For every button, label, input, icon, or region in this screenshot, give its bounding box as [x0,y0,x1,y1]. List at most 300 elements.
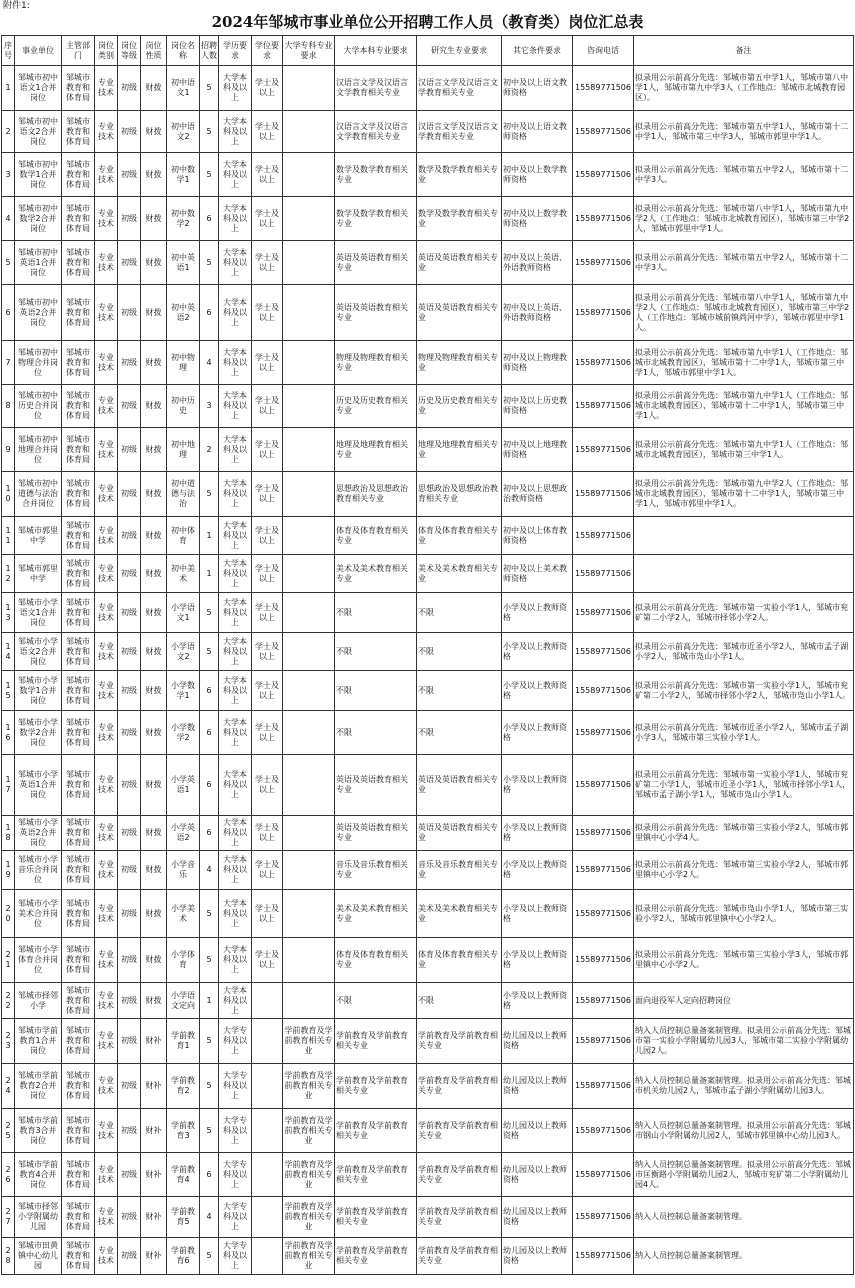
category-cell: 专业技术 [95,1019,118,1064]
major-bk-cell: 数学及数学教育相关专业 [335,197,417,241]
education-cell: 大学本科及以上 [219,285,252,341]
category-cell: 专业技术 [95,851,118,890]
major-bk-cell: 学前教育及学前教育相关专业 [335,1064,417,1109]
grade-cell: 初级 [118,385,141,428]
phone-cell: 15589771506 [573,285,634,341]
major-yjs-cell: 学前教育及学前教育相关专业 [417,1019,502,1064]
education-cell: 大学本科及以上 [219,428,252,472]
unit-cell: 邹城市郭里中学 [15,555,62,593]
unit-cell: 邹城市学前教育1合并岗位 [15,1019,62,1064]
major-yjs-cell: 思想政治及思想政治教育相关专业 [417,472,502,517]
grade-cell: 初级 [118,241,141,285]
nature-cell: 财拨 [141,66,167,111]
unit-cell: 邹城市小学语文1合并岗位 [15,593,62,633]
note-cell: 拟录用公示前高分先选：邹城市第九中学1人（工作地点：邹城市北城教育园区），邹城市第三中学1人。 [634,428,854,472]
education-cell: 大学本科及以上 [219,153,252,197]
table-row [2,285,854,341]
dept-cell: 邹城市教育和体育局 [62,341,95,385]
major-bk-cell: 英语及英语教育相关专业 [335,285,417,341]
count-cell: 5 [200,472,219,517]
nature-cell: 财拨 [141,816,167,851]
degree-cell: 学士及以上 [252,755,283,816]
degree-cell: 学士及以上 [252,111,283,153]
dept-cell: 邹城市教育和体育局 [62,1238,95,1275]
seq-cell: 27 [2,1197,15,1238]
count-cell: 6 [200,285,219,341]
count-cell: 4 [200,1197,219,1238]
phone-cell: 15589771506 [573,755,634,816]
note-cell: 拟录用公示前高分先选：邹城市第三实验小学3人，邹城市郭里镇中心小学2人。 [634,938,854,983]
education-cell: 大学本科及以上 [219,111,252,153]
unit-cell: 邹城市学前教育2合并岗位 [15,1064,62,1109]
unit-cell: 邹城市小学英语2合并岗位 [15,816,62,851]
phone-cell: 15589771506 [573,1019,634,1064]
positions-table [1,35,854,1275]
note-cell: 纳入人员控制总量备案制管理。拟录用公示前高分先选：邹城市匡衡路小学附属幼儿园2人，邹城市兖矿第二小学附属幼儿园4人。 [634,1153,854,1197]
major-bk-cell: 汉语言文学及汉语言文学教育相关专业 [335,111,417,153]
major-yjs-cell: 数学及数学教育相关专业 [417,197,502,241]
column-header: 岗位等级 [118,36,141,66]
note-cell: 拟录用公示前高分先选：邹城市第九中学1人（工作地点：邹城市北城教育园区），邹城市第十二中学1人，邹城市第三中学1人，邹城市郭里中学1人。 [634,341,854,385]
phone-cell: 15589771506 [573,428,634,472]
grade-cell: 初级 [118,1019,141,1064]
education-cell: 大学本科及以上 [219,385,252,428]
dept-cell: 邹城市教育和体育局 [62,472,95,517]
nature-cell: 财补 [141,1238,167,1275]
major-bk-cell: 不限 [335,711,417,755]
seq-cell: 5 [2,241,15,285]
other-req-cell: 小学及以上教师资格 [502,851,573,890]
nature-cell: 财补 [141,1197,167,1238]
major-zk-cell: 学前教育及学前教育相关专业 [283,1238,335,1275]
nature-cell: 财拨 [141,285,167,341]
education-cell: 大学本科及以上 [219,341,252,385]
major-yjs-cell: 学前教育及学前教育相关专业 [417,1109,502,1153]
table-row [2,111,854,153]
post-cell: 初中道德与法治 [167,472,200,517]
nature-cell: 财拨 [141,851,167,890]
category-cell: 专业技术 [95,983,118,1019]
nature-cell: 财拨 [141,633,167,671]
phone-cell: 15589771506 [573,816,634,851]
grade-cell: 初级 [118,633,141,671]
seq-cell: 28 [2,1238,15,1275]
table-header [2,36,854,66]
table-row [2,851,854,890]
major-zk-cell [283,633,335,671]
unit-cell: 邹城市初中物理合并岗位 [15,341,62,385]
category-cell: 专业技术 [95,341,118,385]
other-req-cell: 初中及以上思想政治教师资格 [502,472,573,517]
degree-cell: 学士及以上 [252,555,283,593]
grade-cell: 初级 [118,66,141,111]
count-cell: 5 [200,633,219,671]
table-row [2,938,854,983]
grade-cell: 初级 [118,153,141,197]
post-cell: 学前教育4 [167,1153,200,1197]
column-header: 学位要求 [252,36,283,66]
grade-cell: 初级 [118,851,141,890]
degree-cell: 学士及以上 [252,593,283,633]
other-req-cell: 幼儿园及以上教师资格 [502,1064,573,1109]
grade-cell: 初级 [118,983,141,1019]
column-header: 岗位性质 [141,36,167,66]
education-cell: 大学专科及以上 [219,1153,252,1197]
seq-cell: 6 [2,285,15,341]
nature-cell: 财拨 [141,241,167,285]
column-header: 序号 [2,36,15,66]
phone-cell: 15589771506 [573,983,634,1019]
major-bk-cell: 体育及体育教育相关专业 [335,517,417,555]
unit-cell: 邹城市初中语文1合并岗位 [15,66,62,111]
nature-cell: 财拨 [141,593,167,633]
seq-cell: 4 [2,197,15,241]
seq-cell: 9 [2,428,15,472]
major-bk-cell: 英语及英语教育相关专业 [335,755,417,816]
degree-cell: 学士及以上 [252,711,283,755]
major-yjs-cell: 美术及美术教育相关专业 [417,890,502,938]
note-cell: 拟录用公示前高分先选：邹城市第五中学1人，邹城市第十二中学1人，邹城市第三中学3人，邹城市郭里中学1人。 [634,111,854,153]
other-req-cell: 小学及以上教师资格 [502,711,573,755]
degree-cell: 学士及以上 [252,633,283,671]
phone-cell: 15589771506 [573,153,634,197]
other-req-cell: 小学及以上教师资格 [502,593,573,633]
seq-cell: 19 [2,851,15,890]
dept-cell: 邹城市教育和体育局 [62,66,95,111]
phone-cell: 15589771506 [573,593,634,633]
nature-cell: 财拨 [141,890,167,938]
post-cell: 小学数学2 [167,711,200,755]
education-cell: 大学本科及以上 [219,711,252,755]
count-cell: 4 [200,341,219,385]
phone-cell: 15589771506 [573,66,634,111]
major-bk-cell: 学前教育及学前教育相关专业 [335,1238,417,1275]
major-zk-cell [283,851,335,890]
unit-cell: 邹城市初中历史合并岗位 [15,385,62,428]
post-cell: 初中数学2 [167,197,200,241]
table-row [2,1197,854,1238]
dept-cell: 邹城市教育和体育局 [62,111,95,153]
note-cell: 面向退役军人定向招聘岗位 [634,983,854,1019]
degree-cell: 学士及以上 [252,472,283,517]
major-yjs-cell: 不限 [417,633,502,671]
count-cell: 5 [200,1238,219,1275]
education-cell: 大学本科及以上 [219,517,252,555]
other-req-cell: 幼儿园及以上教师资格 [502,1019,573,1064]
count-cell: 6 [200,1153,219,1197]
phone-cell: 15589771506 [573,241,634,285]
category-cell: 专业技术 [95,111,118,153]
note-cell: 纳入人员控制总量备案制管理。拟录用公示前高分先选：邹城市第一实验小学附属幼儿园3人，邹城市第二实验小学附属幼儿园2人。 [634,1019,854,1064]
dept-cell: 邹城市教育和体育局 [62,851,95,890]
post-cell: 小学语文定向 [167,983,200,1019]
phone-cell: 15589771506 [573,341,634,385]
education-cell: 大学本科及以上 [219,671,252,711]
phone-cell: 15589771506 [573,111,634,153]
degree-cell [252,1153,283,1197]
other-req-cell: 初中及以上语文教师资格 [502,111,573,153]
phone-cell: 15589771506 [573,555,634,593]
grade-cell: 初级 [118,1197,141,1238]
other-req-cell: 小学及以上教师资格 [502,633,573,671]
major-zk-cell [283,428,335,472]
column-header: 咨询电话 [573,36,634,66]
phone-cell: 15589771506 [573,385,634,428]
other-req-cell: 小学及以上教师资格 [502,816,573,851]
dept-cell: 邹城市教育和体育局 [62,755,95,816]
seq-cell: 18 [2,816,15,851]
seq-cell: 20 [2,890,15,938]
other-req-cell: 初中及以上语文教师资格 [502,66,573,111]
dept-cell: 邹城市教育和体育局 [62,1197,95,1238]
education-cell: 大学专科及以上 [219,1238,252,1275]
column-header: 学历要求 [219,36,252,66]
other-req-cell: 初中及以上美术教师资格 [502,555,573,593]
dept-cell: 邹城市教育和体育局 [62,593,95,633]
table-row [2,153,854,197]
major-zk-cell [283,517,335,555]
count-cell: 5 [200,593,219,633]
seq-cell: 26 [2,1153,15,1197]
note-cell: 拟录用公示前高分先选：邹城市凫山小学1人，邹城市第三实验小学2人，邹城市郭里镇中心小学2人。 [634,890,854,938]
note-cell: 拟录用公示前高分先选：邹城市第一实验小学1人，邹城市兖矿第二小学2人，邹城市择邻小学2人。 [634,593,854,633]
grade-cell: 初级 [118,1064,141,1109]
major-yjs-cell: 学前教育及学前教育相关专业 [417,1238,502,1275]
degree-cell [252,1064,283,1109]
grade-cell: 初级 [118,938,141,983]
seq-cell: 3 [2,153,15,197]
major-zk-cell: 学前教育及学前教育相关专业 [283,1109,335,1153]
count-cell: 5 [200,66,219,111]
note-cell: 拟录用公示前高分先选：邹城市近圣小学2人，邹城市孟子湖小学2人，邹城市凫山小学1人。 [634,633,854,671]
grade-cell: 初级 [118,1238,141,1275]
degree-cell [252,983,283,1019]
dept-cell: 邹城市教育和体育局 [62,153,95,197]
category-cell: 专业技术 [95,711,118,755]
table-row [2,1109,854,1153]
note-cell: 拟录用公示前高分先选：邹城市近圣小学2人，邹城市孟子湖小学3人，邹城市第三实验小学1人。 [634,711,854,755]
dept-cell: 邹城市教育和体育局 [62,890,95,938]
degree-cell: 学士及以上 [252,851,283,890]
unit-cell: 邹城市初中语文2合并岗位 [15,111,62,153]
major-zk-cell [283,671,335,711]
note-cell [634,517,854,555]
column-header: 其它条件要求 [502,36,573,66]
nature-cell: 财拨 [141,385,167,428]
dept-cell: 邹城市教育和体育局 [62,517,95,555]
count-cell: 6 [200,816,219,851]
category-cell: 专业技术 [95,671,118,711]
major-yjs-cell: 汉语言文学及汉语言文学教育相关专业 [417,111,502,153]
grade-cell: 初级 [118,111,141,153]
major-zk-cell [283,385,335,428]
major-yjs-cell: 体育及体育教育相关专业 [417,517,502,555]
major-yjs-cell: 英语及英语教育相关专业 [417,241,502,285]
major-zk-cell [283,111,335,153]
major-yjs-cell: 数学及数学教育相关专业 [417,153,502,197]
seq-cell: 17 [2,755,15,816]
table-row [2,671,854,711]
major-zk-cell [283,711,335,755]
major-bk-cell: 物理及物理教育相关专业 [335,341,417,385]
nature-cell: 财拨 [141,755,167,816]
unit-cell: 邹城市小学音乐合并岗位 [15,851,62,890]
major-bk-cell: 汉语言文学及汉语言文学教育相关专业 [335,66,417,111]
grade-cell: 初级 [118,285,141,341]
other-req-cell: 小学及以上教师资格 [502,983,573,1019]
table-row [2,241,854,285]
count-cell: 6 [200,197,219,241]
note-cell: 拟录用公示前高分先选：邹城市第九中学2人（工作地点：邹城市北城教育园区），邹城市第十二中学1人，邹城市第三中学1人，邹城市郭里中学1人。 [634,472,854,517]
note-cell: 拟录用公示前高分先选：邹城市第三实验小学2人，邹城市郭里镇中心小学2人。 [634,851,854,890]
column-header: 事业单位 [15,36,62,66]
major-bk-cell: 地理及地理教育相关专业 [335,428,417,472]
phone-cell: 15589771506 [573,517,634,555]
major-bk-cell: 学前教育及学前教育相关专业 [335,1109,417,1153]
unit-cell: 邹城市小学数学1合并岗位 [15,671,62,711]
education-cell: 大学本科及以上 [219,755,252,816]
category-cell: 专业技术 [95,517,118,555]
major-bk-cell: 不限 [335,593,417,633]
grade-cell: 初级 [118,341,141,385]
major-bk-cell: 学前教育及学前教育相关专业 [335,1019,417,1064]
degree-cell: 学士及以上 [252,428,283,472]
other-req-cell: 小学及以上教师资格 [502,671,573,711]
major-yjs-cell: 不限 [417,711,502,755]
other-req-cell: 初中及以上体育教师资格 [502,517,573,555]
major-bk-cell: 体育及体育教育相关专业 [335,938,417,983]
category-cell: 专业技术 [95,555,118,593]
grade-cell: 初级 [118,555,141,593]
major-bk-cell: 美术及美术教育相关专业 [335,555,417,593]
phone-cell: 15589771506 [573,1197,634,1238]
seq-cell: 11 [2,517,15,555]
major-yjs-cell: 英语及英语教育相关专业 [417,816,502,851]
grade-cell: 初级 [118,472,141,517]
table-row [2,890,854,938]
other-req-cell: 初中及以上英语、外语教师资格 [502,241,573,285]
major-yjs-cell: 音乐及音乐教育相关专业 [417,851,502,890]
phone-cell: 15589771506 [573,851,634,890]
phone-cell: 15589771506 [573,938,634,983]
education-cell: 大学本科及以上 [219,938,252,983]
other-req-cell: 幼儿园及以上教师资格 [502,1109,573,1153]
table-row [2,341,854,385]
major-yjs-cell: 学前教育及学前教育相关专业 [417,1064,502,1109]
count-cell: 3 [200,385,219,428]
education-cell: 大学专科及以上 [219,1197,252,1238]
education-cell: 大学本科及以上 [219,851,252,890]
attachment-label: 附件1: [3,1,30,11]
other-req-cell: 初中及以上英语、外语教师资格 [502,285,573,341]
count-cell: 5 [200,1019,219,1064]
unit-cell: 邹城市田黄镇中心幼儿园 [15,1238,62,1275]
post-cell: 小学语文2 [167,633,200,671]
other-req-cell: 初中及以上历史教师资格 [502,385,573,428]
education-cell: 大学本科及以上 [219,555,252,593]
dept-cell: 邹城市教育和体育局 [62,428,95,472]
dept-cell: 邹城市教育和体育局 [62,816,95,851]
grade-cell: 初级 [118,1153,141,1197]
major-yjs-cell: 学前教育及学前教育相关专业 [417,1197,502,1238]
degree-cell: 学士及以上 [252,153,283,197]
dept-cell: 邹城市教育和体育局 [62,1019,95,1064]
count-cell: 6 [200,671,219,711]
major-bk-cell: 英语及英语教育相关专业 [335,241,417,285]
column-header: 研究生专业要求 [417,36,502,66]
grade-cell: 初级 [118,816,141,851]
dept-cell: 邹城市教育和体育局 [62,938,95,983]
nature-cell: 财拨 [141,983,167,1019]
nature-cell: 财拨 [141,111,167,153]
post-cell: 学前教育1 [167,1019,200,1064]
major-bk-cell: 学前教育及学前教育相关专业 [335,1153,417,1197]
major-zk-cell [283,153,335,197]
dept-cell: 邹城市教育和体育局 [62,197,95,241]
dept-cell: 邹城市教育和体育局 [62,1153,95,1197]
seq-cell: 7 [2,341,15,385]
category-cell: 专业技术 [95,285,118,341]
major-zk-cell: 学前教育及学前教育相关专业 [283,1064,335,1109]
count-cell: 5 [200,890,219,938]
note-cell [634,555,854,593]
unit-cell: 邹城市小学英语1合并岗位 [15,755,62,816]
post-cell: 初中英语1 [167,241,200,285]
note-cell: 拟录用公示前高分先选：邹城市第三实验小学2人，邹城市郭里镇中心小学4人。 [634,816,854,851]
category-cell: 专业技术 [95,1197,118,1238]
post-cell: 学前教育2 [167,1064,200,1109]
other-req-cell: 小学及以上教师资格 [502,890,573,938]
count-cell: 2 [200,428,219,472]
category-cell: 专业技术 [95,816,118,851]
other-req-cell: 幼儿园及以上教师资格 [502,1197,573,1238]
post-cell: 初中美术 [167,555,200,593]
degree-cell: 学士及以上 [252,938,283,983]
post-cell: 初中地理 [167,428,200,472]
column-header: 备注 [634,36,854,66]
major-zk-cell [283,197,335,241]
dept-cell: 邹城市教育和体育局 [62,671,95,711]
phone-cell: 15589771506 [573,472,634,517]
major-bk-cell: 学前教育及学前教育相关专业 [335,1197,417,1238]
count-cell: 6 [200,755,219,816]
dept-cell: 邹城市教育和体育局 [62,555,95,593]
count-cell: 1 [200,983,219,1019]
degree-cell: 学士及以上 [252,197,283,241]
column-header: 岗位名称 [167,36,200,66]
major-yjs-cell: 物理及物理教育相关专业 [417,341,502,385]
education-cell: 大学本科及以上 [219,472,252,517]
grade-cell: 初级 [118,517,141,555]
post-cell: 学前教育6 [167,1238,200,1275]
nature-cell: 财补 [141,1153,167,1197]
count-cell: 5 [200,241,219,285]
table-row [2,197,854,241]
unit-cell: 邹城市初中地理合并岗位 [15,428,62,472]
education-cell: 大学本科及以上 [219,983,252,1019]
unit-cell: 邹城市初中道德与法治合并岗位 [15,472,62,517]
major-bk-cell: 数学及数学教育相关专业 [335,153,417,197]
category-cell: 专业技术 [95,1109,118,1153]
phone-cell: 15589771506 [573,633,634,671]
seq-cell: 10 [2,472,15,517]
table-row [2,428,854,472]
degree-cell: 学士及以上 [252,890,283,938]
table-row [2,1064,854,1109]
degree-cell [252,1238,283,1275]
table-row [2,1019,854,1064]
nature-cell: 财拨 [141,938,167,983]
